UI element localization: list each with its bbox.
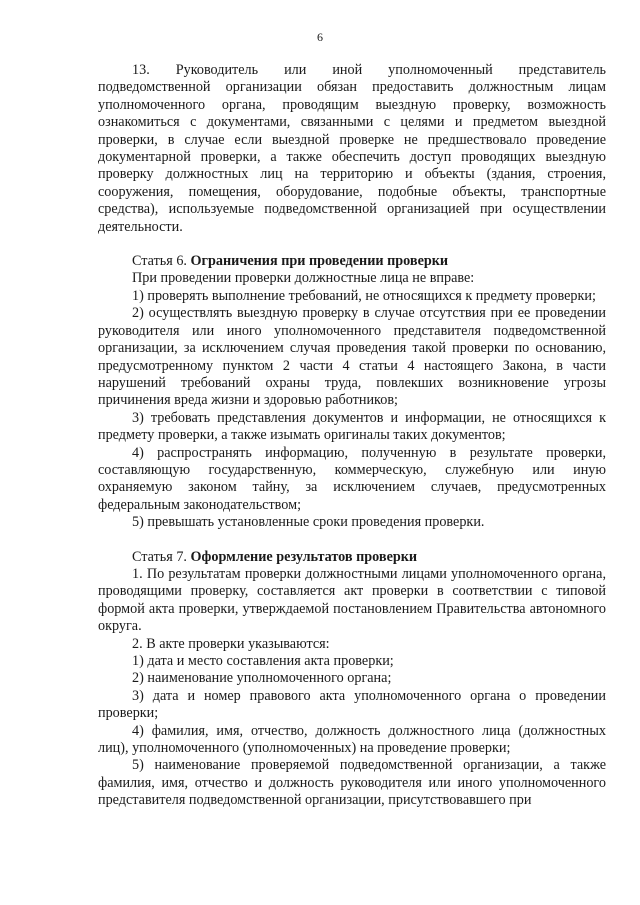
article-6-intro: При проведении проверки должностные лица не вправе: [132,270,475,287]
page-number: 6 [317,30,323,44]
article-6-number: Статья 6. [132,253,191,270]
article-7-number: Статья 7. [132,548,191,565]
article-6-title: Ограничения при проведении проверки [190,253,449,270]
section-gap [98,532,606,549]
article-7-item-2: 2) наименование уполномоченного органа; [132,670,392,687]
article-6-item-1: 1) проверять выполнение требований, не относящихся к предмету проверки; [132,287,596,304]
article-7-title: Оформление результатов проверки [190,548,418,565]
article-6-item-3: 3) требовать представления документов и информации, не относящихся к предмету проверки, а также изымать оригиналы таких документов; [98,409,606,444]
article-6-heading [98,253,606,270]
article-6-item-4: 4) распространять информацию, полученную в результате проверки, составляющую государственную, коммерческую, служебную или иную охраняемую законом тайну, за исключением случаев, предусмотренных федеральным законодательством; [98,444,606,513]
article-7-paragraph-1: 1. По результатам проверки должностными лицами уполномоченного органа, проводящими проверку, составляется акт проверки в соответствии с типовой формой акта проверки, утверждаемой постановлением Правительства автономного округа. [98,565,606,635]
article-7-heading [98,549,606,566]
article-6-item-5: 5) превышать установленные сроки проведения проверки. [132,514,485,531]
article-6-item-2: 2) осуществлять выездную проверку в случае отсутствия при ее проведении руководителя или иного уполномоченного представителя подведомственной организации, за исключением случая проведения такой проверки по основанию, предусмотренному пунктом 2 части 4 статьи 4 настоящего Закона, в части нарушений требований охраны труда, повлекших возникновение угрозы причинения вреда жизни и здоровью работников; [98,305,606,409]
section-gap [98,236,606,253]
article-7-item-5: 5) наименование проверяемой подведомственной организации, а также фамилия, имя, отчество и должность руководителя или иного уполномоченного представителя подведомственной организации, присутствовавшего при [98,757,606,809]
article-7-item-1: 1) дата и место составления акта проверки; [132,653,394,669]
article-7-item-3: 3) дата и номер правового акта уполномоченного органа о проведении проверки; [98,687,606,722]
article-7-item-4: 4) фамилия, имя, отчество, должность должностного лица (должностных лиц), уполномоченного (уполномоченных) на проведение проверки; [98,722,606,757]
article-5-paragraph-13: 13. Руководитель или иной уполномоченный представитель подведомственной организации обязан предоставить должностным лицам уполномоченного органа, проводящим выездную проверку, возможность ознакомиться с документами, связанными с целями и предметом выездной проверки, в случае если выездной проверке не предшествовало проведение документарной проверки, а также обеспечить доступ проводящих выездную проверку должностных лиц на территорию и объекты (здания, строения, сооружения, помещения, оборудование, подобные объекты, транспортные средства), используемые подведомственной организацией при осуществлении деятельности. [98,62,606,235]
document-body [98,62,606,810]
article-7-paragraph-2: 2. В акте проверки указываются: [132,635,330,652]
